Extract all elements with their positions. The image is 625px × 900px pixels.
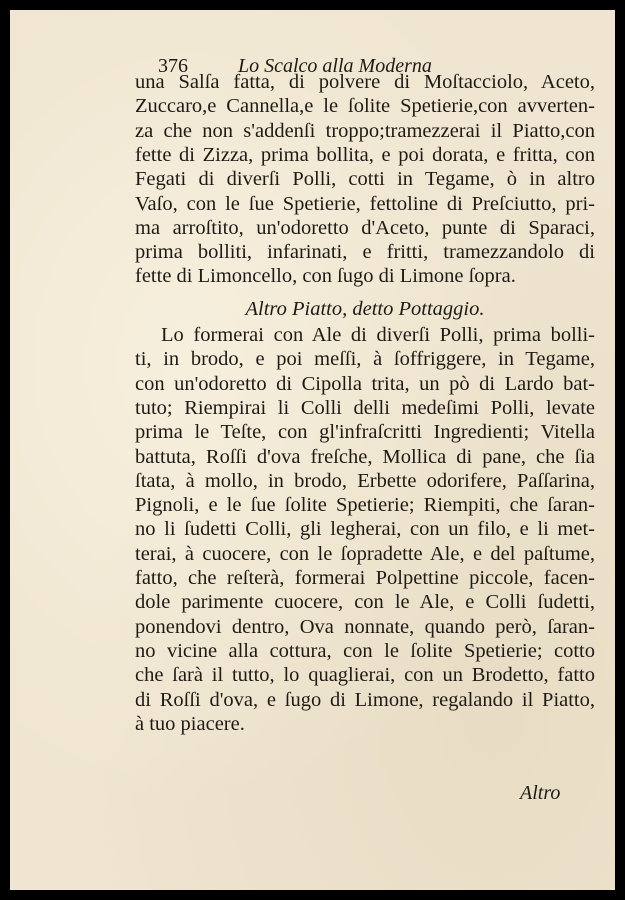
- text-line: prima le Teſte, con gl'infraſcritti Ingredienti; Vitella: [135, 421, 595, 444]
- text-line: ponendovi dentro, Ova nonnate, quando però, ſaran-: [135, 615, 595, 638]
- text-line: no vicine alla cottura, con le ſolite Spetierie; cotto: [135, 639, 595, 662]
- text-line: Fegati di diverſi Polli, cotti in Tegame, ò in altro: [135, 168, 595, 191]
- text-line: di Roſſi d'ova, e ſugo di Limone, regalando il Piatto,: [135, 688, 595, 711]
- running-title: Lo Scalco alla Moderna: [238, 55, 432, 77]
- page-number: 376: [158, 55, 188, 77]
- text-line: terai, à cuocere, con le ſopradette Ale, e del paſtume,: [135, 542, 595, 565]
- text-line: à tuo piacere.: [135, 712, 245, 735]
- text-line: fette di Limoncello, con ſugo di Limone ſopra.: [135, 265, 516, 288]
- text-line: Zuccaro,e Cannella,e le ſolite Spetierie,con avverten-: [135, 95, 595, 118]
- text-line: una Salſa fatta, di polvere di Moſtacciolo, Aceto,: [135, 71, 595, 93]
- text-line: fette di Zizza, prima bollita, e poi dorata, e fritta, con: [135, 143, 595, 166]
- text-line: Pignoli, e le ſue ſolite Spetierie; Riempiti, che ſaran-: [135, 494, 595, 517]
- text-line: con un'odoretto di Cipolla trita, un pò di Lardo bat-: [135, 372, 595, 395]
- section-title: Altro Piatto, detto Pottaggio.: [245, 298, 485, 320]
- text-line: fatto, che reſterà, formerai Polpettine piccole, facen-: [135, 567, 595, 589]
- text-line: prima bolliti, infarinati, e fritti, tramezzandolo di: [135, 241, 595, 264]
- text-line: ma arroſtito, un'odoretto d'Aceto, punte di Sparaci,: [135, 216, 595, 239]
- text-line: tuto; Riempirai li Colli delli medeſimi Polli, levate: [135, 396, 595, 419]
- text-line: Lo formerai con Ale di diverſi Polli, prima bolli-: [161, 324, 595, 346]
- text-line: ſtata, à mollo, in brodo, Erbette odorifere, Paſſarina,: [135, 469, 595, 492]
- text-line: battuta, Roſſi d'ova freſche, Mollica di pane, che ſia: [135, 445, 595, 468]
- catchword: Altro: [520, 782, 561, 804]
- text-line: dole parimente cuocere, con le Ale, e Colli ſudetti,: [135, 591, 595, 614]
- text-line: che ſarà il tutto, lo quaglierai, con un Brodetto, fatto: [135, 664, 595, 687]
- book-page: [10, 10, 615, 890]
- text-line: ti, in brodo, e poi meſſi, à ſoffriggere, in Tegame,: [135, 348, 595, 371]
- text-line: no li ſudetti Colli, gli legherai, con un filo, e li met-: [135, 518, 595, 541]
- text-line: za che non s'addenſi troppo;tramezzerai il Piatto,con: [135, 119, 595, 142]
- text-line: Vaſo, con le ſue Spetierie, fettoline di Preſciutto, pri-: [135, 192, 595, 215]
